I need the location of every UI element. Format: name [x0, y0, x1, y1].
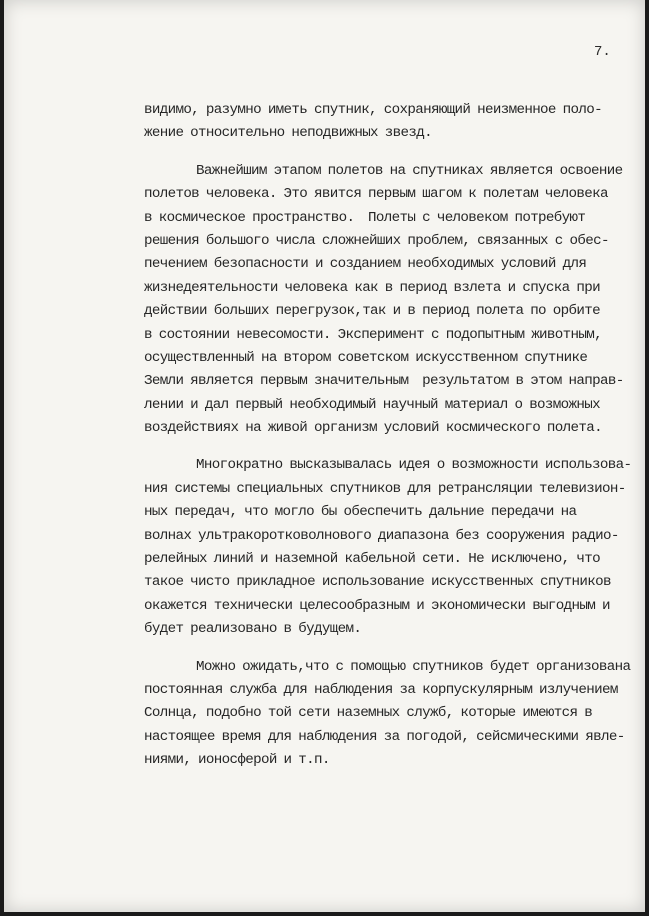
paragraph-3 [144, 454, 644, 641]
text-line: действии больших перегрузок,так и в период полета по орбите [144, 303, 600, 320]
text-line: в состоянии невесомости. Эксперимент с подопытным животным, [144, 326, 602, 343]
paragraph-1 [144, 99, 644, 146]
paragraph-4 [144, 656, 644, 773]
text-line: ных передач, что могло бы обеспечить дальние передачи на [144, 504, 577, 521]
text-line: полетов человека. Это явится первым шагом к полетам человека [144, 186, 608, 203]
text-line: лении и дал первый необходимый научный материал о возможных [144, 396, 600, 413]
text-line: Солнца, подобно той сети наземных служб, которые имеются в [144, 705, 593, 722]
text-line: воздействиях на живой организм условий космического полета. [144, 420, 602, 437]
paragraph-2 [144, 160, 644, 441]
text-line: в космическое пространство. Полеты с человеком потребуют [144, 209, 586, 226]
document-page [4, 0, 645, 912]
text-line: жение относительно неподвижных звезд. [144, 125, 432, 142]
text-line: волнах ультракоротковолнового диапазона без сооружения радио- [144, 527, 619, 544]
text-line: ния системы специальных спутников для ретрансляции телевизион- [144, 480, 626, 497]
text-line: печением безопасности и созданием необходимых условий для [144, 256, 587, 273]
text-line: Можно ожидать,что с помощью спутников будет организована [196, 658, 631, 675]
text-line: настоящее время для наблюдения за погодой, сейсмическими явле- [144, 728, 625, 745]
text-line: видимо, разумно иметь спутник, сохраняющий неизменное поло- [144, 102, 602, 118]
text-line: ниями, ионосферой и т.п. [144, 752, 330, 769]
text-line: жизнедеятельности человека как в период взлета и спуска при [144, 279, 600, 296]
text-line: окажется технически целесообразным и экономически выгодным и [144, 597, 610, 614]
text-line: Многократно высказывалась идея о возможности использова- [196, 457, 632, 474]
text-line: Важнейшим этапом полетов на спутниках является освоение [196, 162, 623, 179]
text-line: Земли является первым значительным результатом в этом направ- [144, 373, 624, 390]
text-line: такое чисто прикладное использование искусственных спутников [144, 574, 611, 591]
page-number: 7. [594, 44, 611, 60]
text-line: постоянная служба для наблюдения за корпускулярным излучением [144, 681, 618, 698]
text-line: релейных линий и наземной кабельной сети. Не исключено, что [144, 551, 600, 568]
text-line: осуществленный на втором советском искусственном спутнике [144, 349, 588, 366]
body-text [144, 99, 644, 773]
text-line: решения большого числа сложнейших проблем, связанных с обес- [144, 232, 609, 249]
text-line: будет реализовано в будущем. [144, 621, 362, 638]
